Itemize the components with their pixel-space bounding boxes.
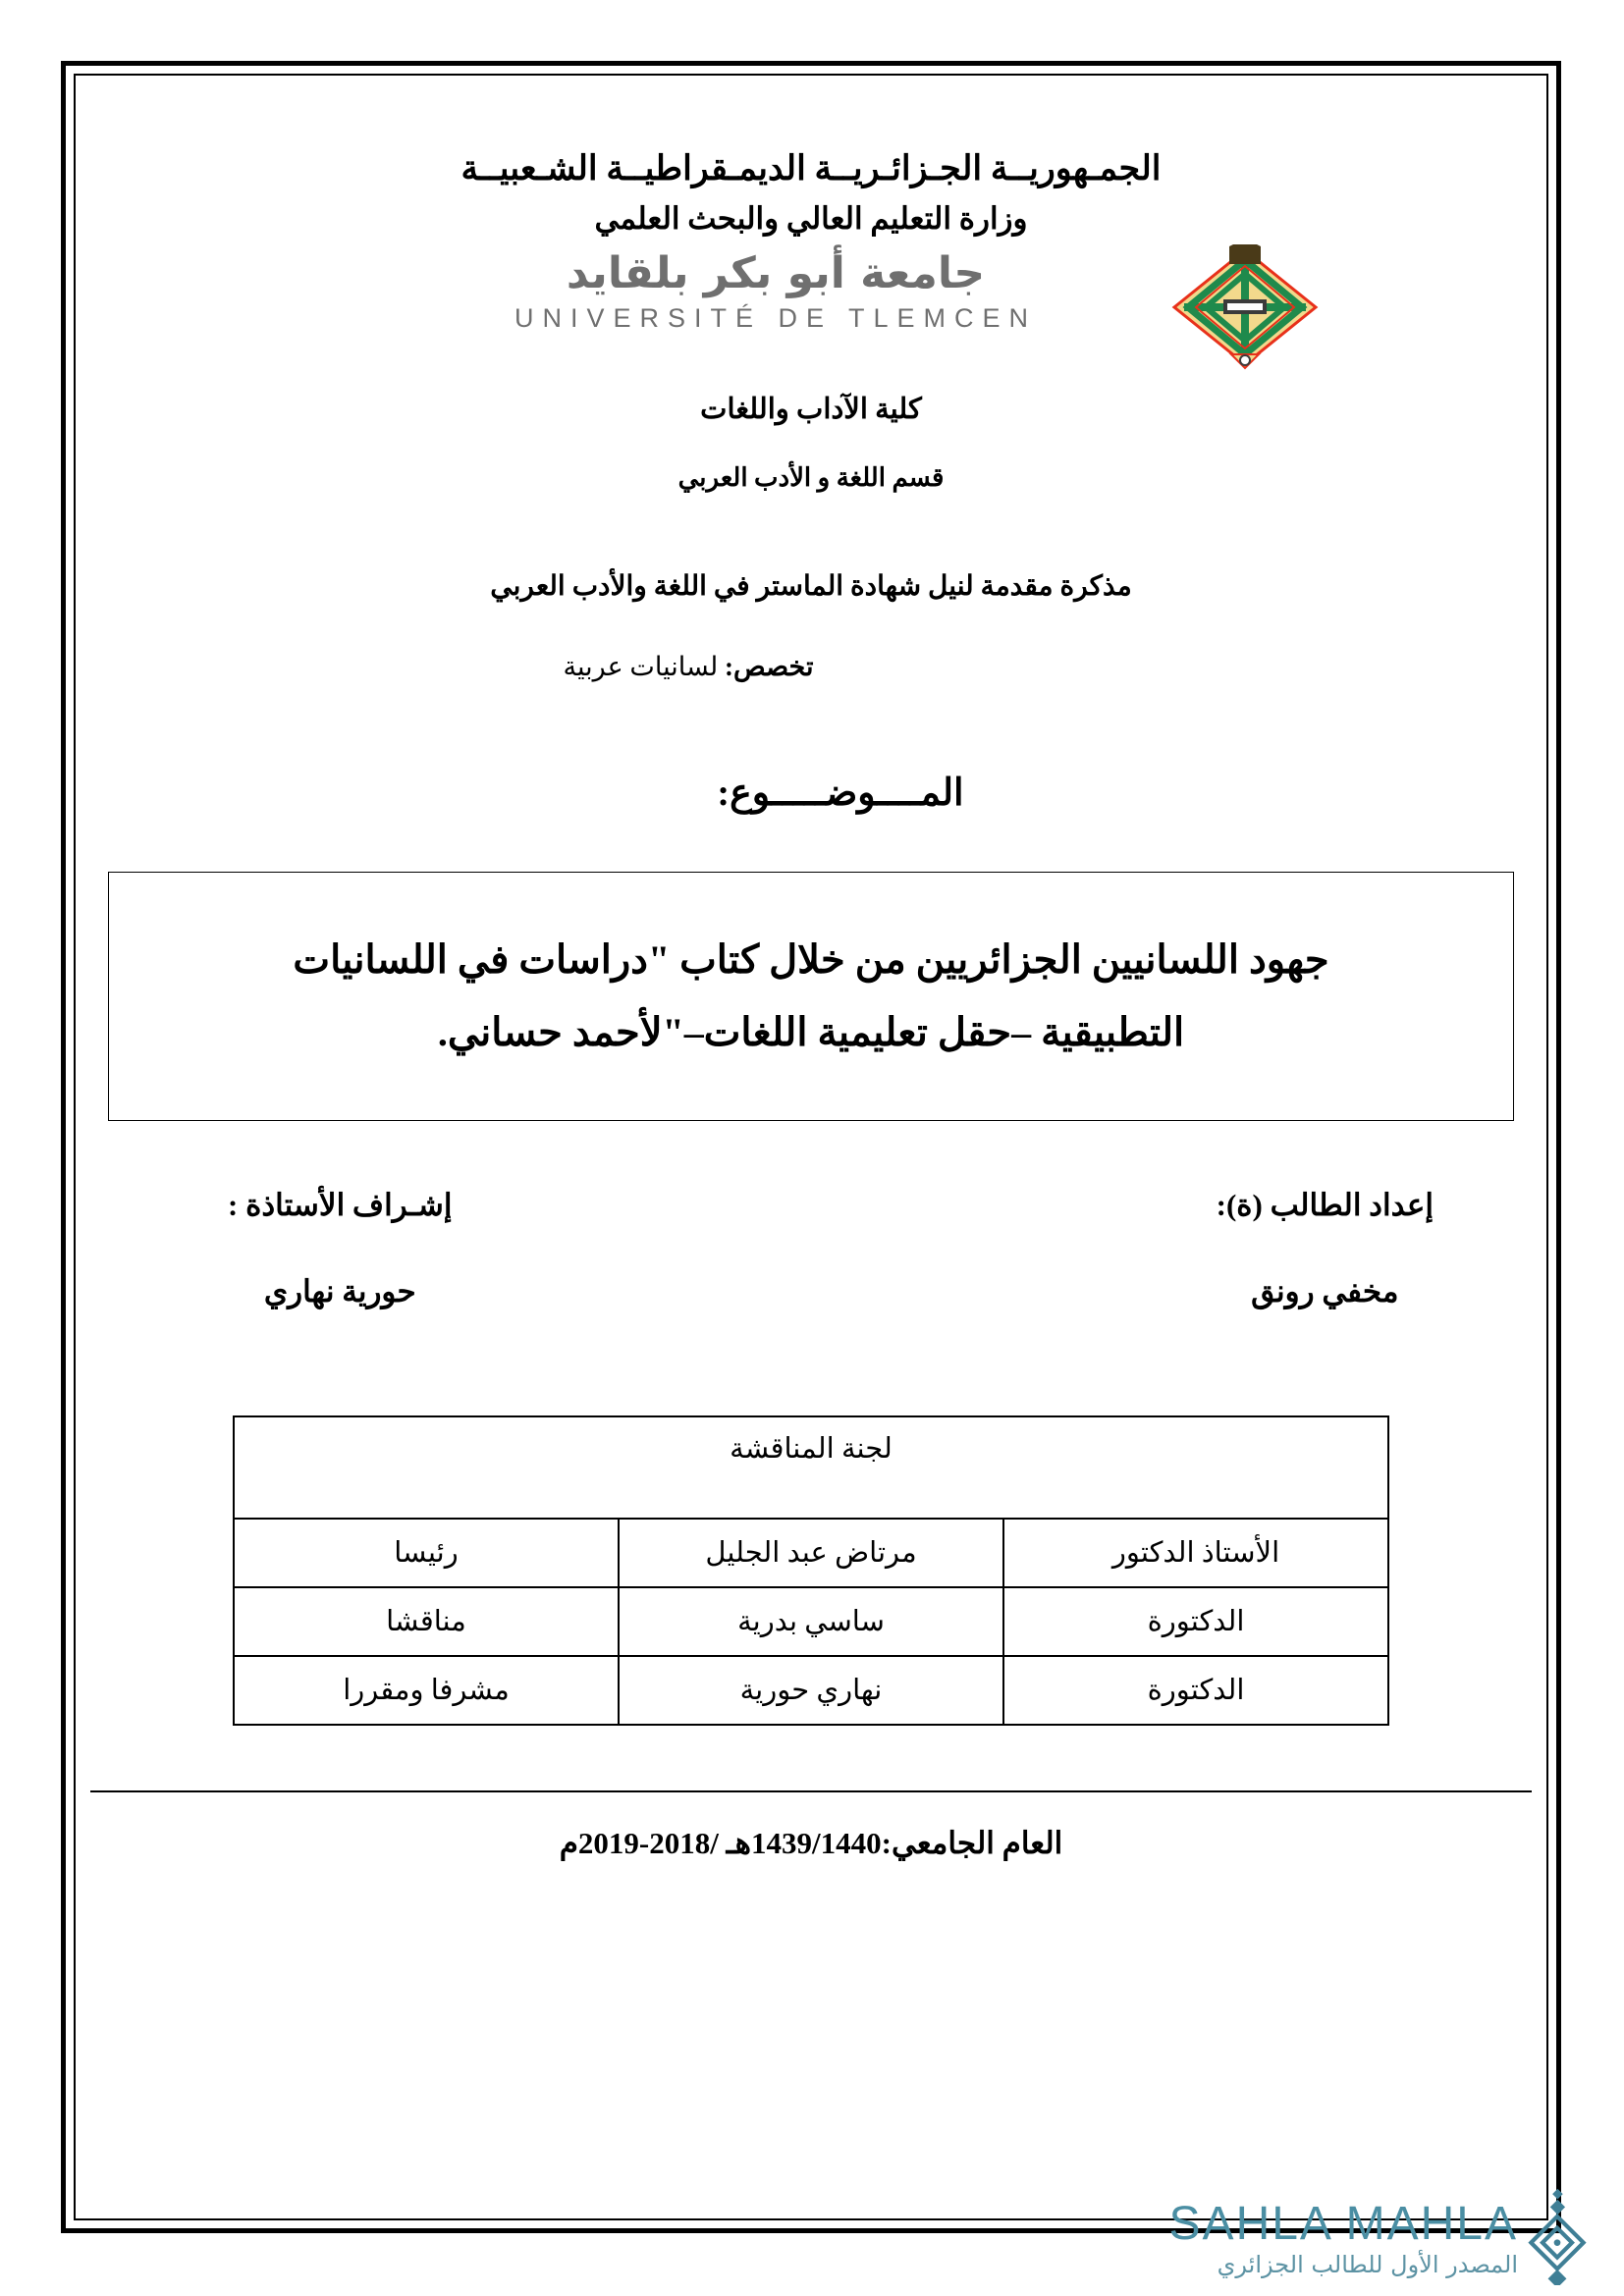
jury-name-3: نهاري حورية <box>619 1656 1003 1725</box>
jury-rank-1: الأستاذ الدكتور <box>1003 1519 1388 1587</box>
jury-rank-2: الدكتورة <box>1003 1587 1388 1656</box>
student-role-label: إعداد الطالب (ة): <box>1216 1187 1434 1222</box>
table-row <box>234 1587 1388 1656</box>
specialization-label: تخصص: <box>725 651 814 681</box>
specialization-value: لسانيات عربية <box>563 651 719 681</box>
jury-rank-3: الدكتورة <box>1003 1656 1388 1725</box>
jury-name-2: ساسي بدرية <box>619 1587 1003 1656</box>
submission-statement: مذكرة مقدمة لنيل شهادة الماستر في اللغة والأدب العربي <box>490 570 1132 602</box>
ministry-heading: وزارة التعليم العالي والبحث العلمي <box>594 200 1028 236</box>
university-name-arabic: جامعة أبو بكر بلقايد <box>566 247 986 298</box>
people-section <box>90 1188 1532 1309</box>
republic-heading: الجمـهوريــة الجـزائـريــة الديمـقراطيــة الشـعبيــة <box>460 149 1162 187</box>
thesis-title-line-2: التطبيقية –حقل تعليمية اللغات–"لأحمد حساني. <box>437 1009 1185 1054</box>
page-content <box>90 90 1532 2204</box>
thesis-title-line-1: جهود اللسانيين الجزائريين من خلال كتاب "دراسات في اللسانيات <box>293 936 1329 982</box>
jury-role-3: مشرفا ومقررا <box>234 1656 619 1725</box>
jury-table-header-row <box>234 1416 1388 1519</box>
university-logo-text <box>412 247 1139 334</box>
watermark-tagline: المصدر الأول للطالب الجزائري <box>1217 2251 1518 2278</box>
university-logo-band <box>90 247 1532 368</box>
jury-name-1: مرتاض عبد الجليل <box>619 1519 1003 1587</box>
faculty-line: كلية الآداب واللغات <box>700 393 922 425</box>
watermark-text <box>1168 2198 1518 2278</box>
university-emblem-icon <box>1166 244 1324 370</box>
subject-heading: المــــوضـــــوع: <box>717 772 964 814</box>
footer-divider <box>90 1790 1532 1792</box>
student-block <box>1217 1188 1434 1309</box>
supervisor-role-label: إشـراف الأستاذة : <box>228 1187 453 1222</box>
jury-role-2: مناقشا <box>234 1587 619 1656</box>
student-name: مخفي رونق <box>1251 1273 1399 1308</box>
watermark-brand: SAHLA MAHLA <box>1168 2198 1518 2250</box>
supervisor-name: حورية نهاري <box>263 1273 416 1308</box>
table-row <box>234 1519 1388 1587</box>
table-row <box>234 1656 1388 1725</box>
watermark <box>1169 2187 1602 2290</box>
jury-table <box>233 1415 1389 1726</box>
university-name-french: UNIVERSITÉ DE TLEMCEN <box>514 302 1038 333</box>
jury-table-wrapper <box>90 1415 1532 1726</box>
specialization-line <box>90 652 1532 682</box>
department-line: قسم اللغة و الأدب العربي <box>677 462 945 492</box>
supervisor-block <box>228 1188 452 1309</box>
sahla-mahla-diamond-icon <box>1518 2187 1597 2290</box>
thesis-title-box <box>108 872 1514 1121</box>
academic-year: العام الجامعي:1439/1440هـ /2018-2019م <box>559 1825 1063 1860</box>
jury-role-1: رئيسا <box>234 1519 619 1587</box>
jury-table-heading: لجنة المناقشة <box>234 1416 1388 1519</box>
